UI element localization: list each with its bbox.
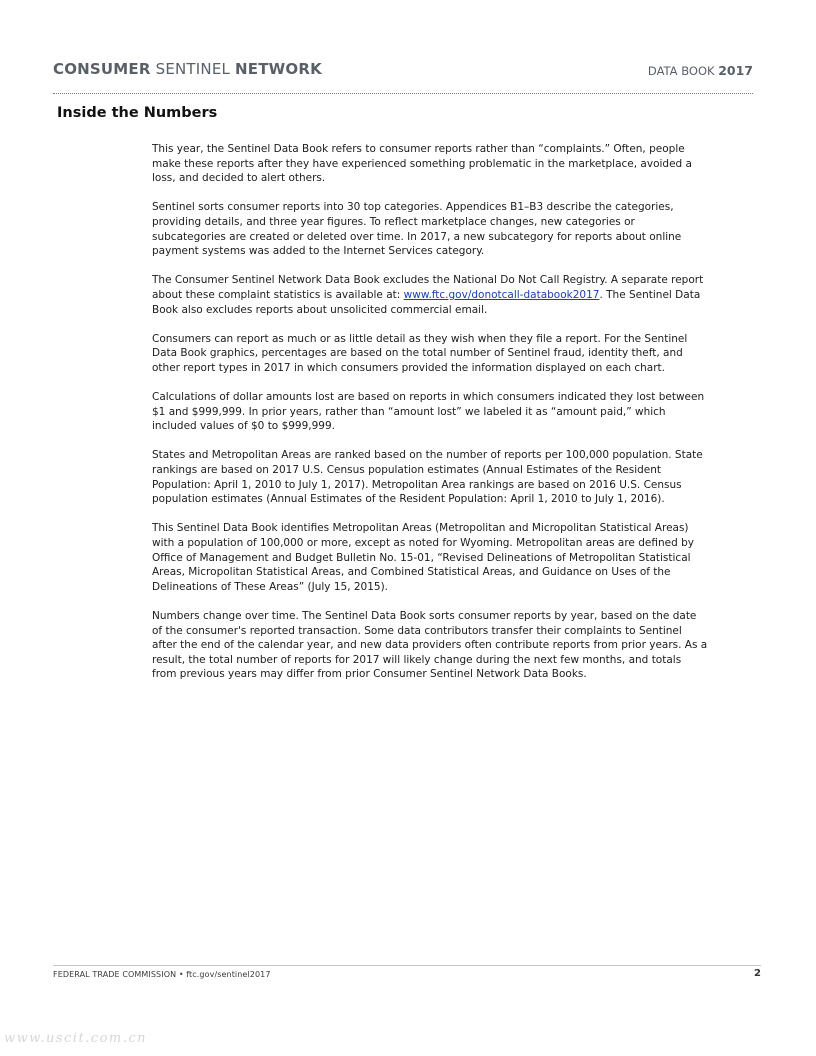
databook-text: DATA BOOK [647,64,715,78]
brand-title [53,60,322,78]
databook-year: 2017 [718,63,753,78]
paragraph-numbers-change: Numbers change over time. The Sentinel Data Book sorts consumer reports by year, based on the date of the consumer's reported transaction. Some data contributors transfer their complaints to Sentinel after the end of the calendar year, and new data providers often contribute reports from prior years. As a result, the total number of reports for 2017 will likely change during the next few months, and totals from previous years may differ from prior Consumer Sentinel Network Data Books. [152,610,708,681]
watermark: www.uscit.com.cn [4,1031,148,1046]
paragraph-reports: This year, the Sentinel Data Book refers to consumer reports rather than “complaints.” Often, people make these reports after they have experienced something problematic in the marketplace, avoided a loss, and decided to alert others. [152,143,692,185]
page-header [53,60,753,82]
donotcall-databook-link[interactable]: www.ftc.gov/donotcall-databook2017 [403,288,600,301]
paragraph-metropolitan-areas: This Sentinel Data Book identifies Metropolitan Areas (Metropolitan and Micropolitan Statistical Areas) with a population of 100,000 or more, except as noted for Wyoming. Metropolitan areas are defined by Office of Management and Budget Bulletin No. 15-01, “Revised Delineations of Metropolitan Statistical Areas, Micropolitan Statistical Areas, and Combined Statistical Areas, and Guidance on Uses of the Delineations of These Areas” (July 15, 2015). [152,522,694,593]
brand-word-network: NETWORK [235,60,322,78]
body-content [152,142,708,697]
footer-divider [53,965,761,966]
page-number: 2 [754,968,761,979]
brand-word-sentinel: SENTINEL [155,60,231,78]
do-not-call-text-before: The Consumer Sentinel Network Data Book excludes the National Do Not Call Registry. A separate report about these complaint statistics is available at: [152,274,704,301]
do-not-call-text-after: . The Sentinel Data Book also excludes reports about unsolicited commercial email. [152,288,701,316]
paragraph-detail: Consumers can report as much or as little detail as they wish when they file a report. For the Sentinel Data Book graphics, percentages are based on the total number of Sentinel fraud, identity theft, and other report types in 2017 in which consumers provided the information displayed on each chart. [152,332,688,374]
paragraph-dollar-amounts: Calculations of dollar amounts lost are based on reports in which consumers indicated they lost between $1 and $999,999. In prior years, rather than “amount lost” we labeled it as “amount paid,” which included values of $0 to $999,999. [152,391,705,433]
brand-word-consumer: CONSUMER [53,60,151,78]
paragraph-categories: Sentinel sorts consumer reports into 30 top categories. Appendices B1–B3 describe the categories, providing details, and three year figures. To reflect marketplace changes, new categories or subcategories are created or deleted over time. In 2017, a new subcategory for reports about online payment systems was added to the Internet Services category. [152,201,682,258]
footer-text: FEDERAL TRADE COMMISSION • ftc.gov/sentinel2017 [53,970,271,979]
header-divider [53,93,753,94]
paragraph-do-not-call [152,273,708,317]
databook-label [648,63,753,78]
section-title: Inside the Numbers [57,105,218,121]
paragraph-rankings: States and Metropolitan Areas are ranked based on the number of reports per 100,000 population. State rankings are based on 2017 U.S. Census population estimates (Annual Estimates of the Resident Population: April 1, 2010 to July 1, 2017). Metropolitan Area rankings are based on 2016 U.S. Census population estimates (Annual Estimates of the Resident Population: April 1, 2010 to July 1, 2016). [152,449,703,506]
